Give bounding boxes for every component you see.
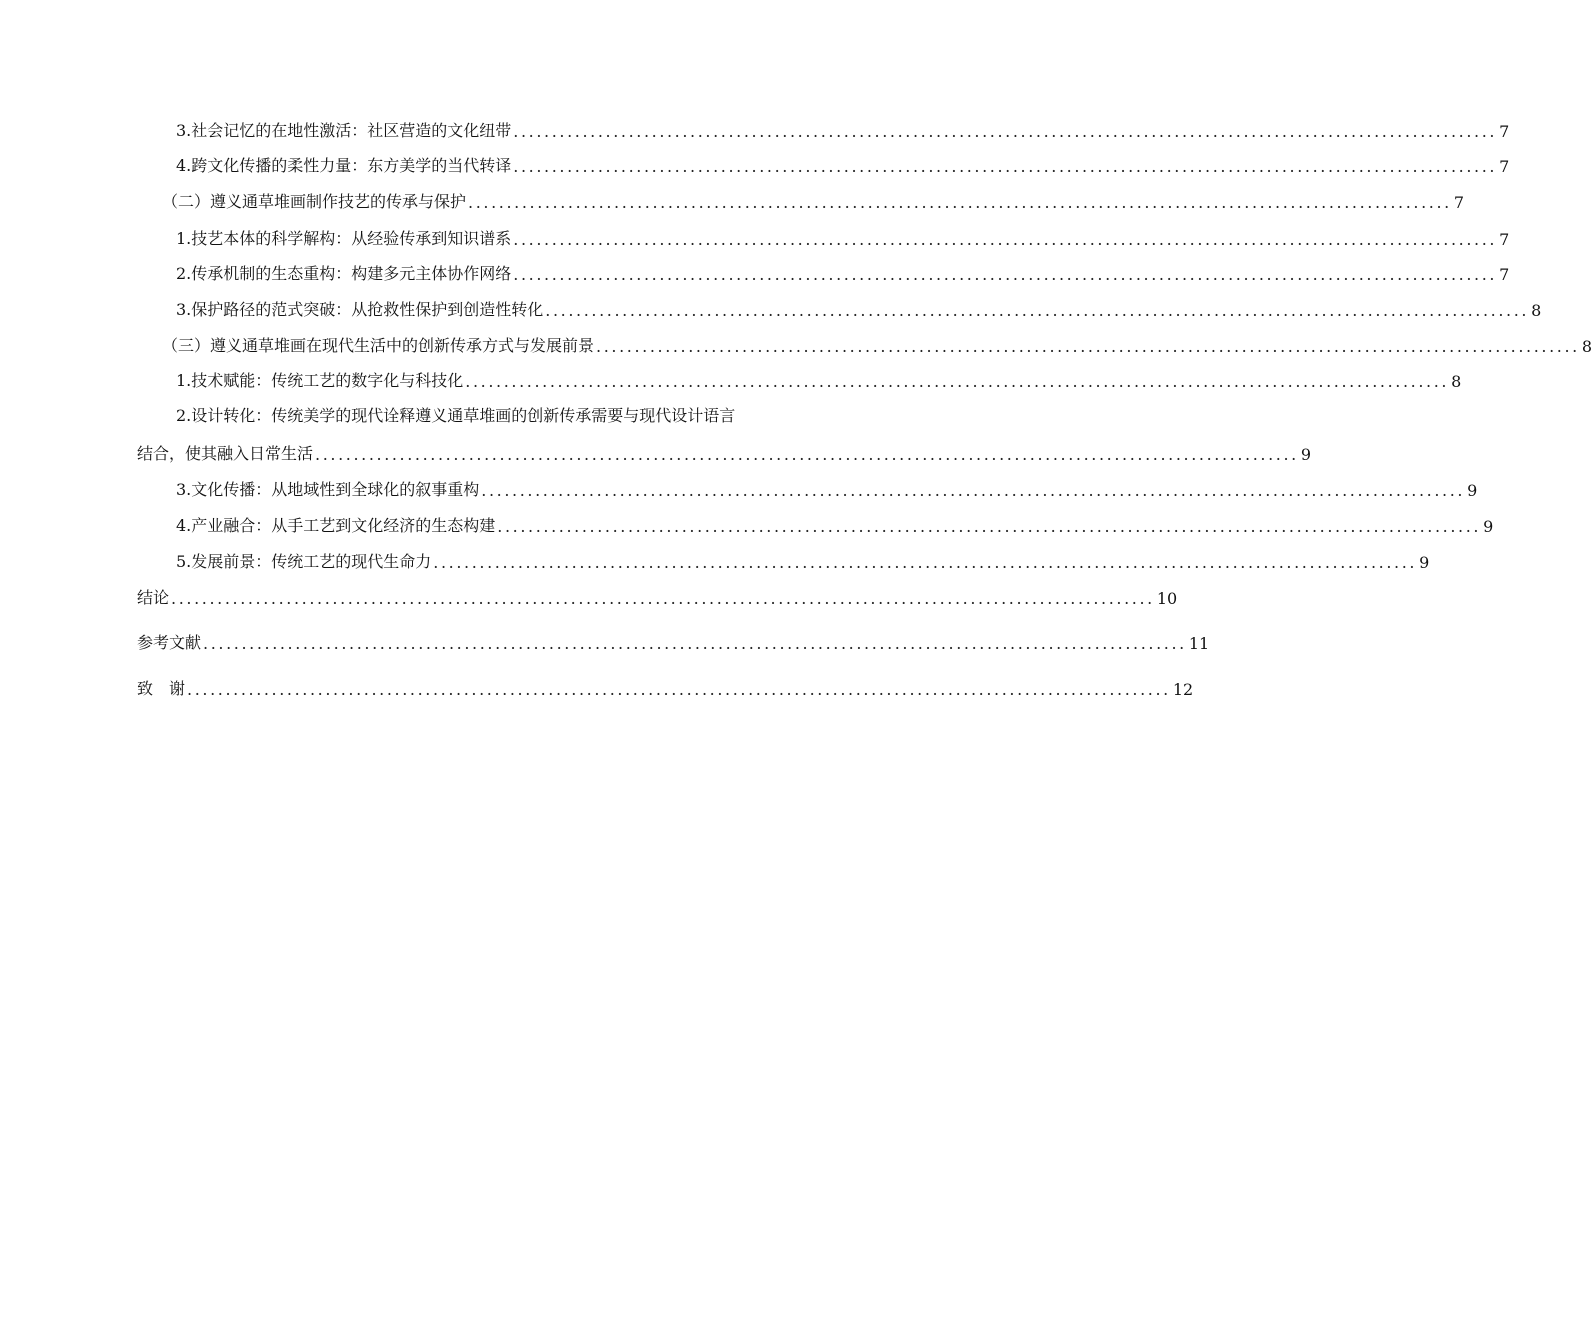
- toc-entry-title: 4.跨文化传播的柔性力量：东方美学的当代转译: [176, 156, 512, 175]
- toc-page-number: 7: [1453, 193, 1465, 212]
- toc-page-number: 9: [1419, 553, 1430, 572]
- toc-dot-leader: ................................................................................................................................: [465, 372, 1450, 391]
- toc-page-number: 8: [1531, 301, 1542, 320]
- toc-dot-leader: ................................................................................................................................: [187, 680, 1171, 699]
- toc-entry[interactable]: [137, 440, 1312, 464]
- toc-dot-leader: ................................................................................................................................: [497, 517, 1482, 536]
- toc-dot-leader: ................................................................................................................................: [596, 337, 1580, 356]
- toc-entry-title: 参考文献: [137, 633, 202, 652]
- toc-entry-title: 2.设计转化：传统美学的现代诠释遵义通草堆画的创新传承需要与现代设计语言: [176, 406, 736, 425]
- toc-entry[interactable]: [176, 260, 1510, 284]
- toc-dot-leader: ................................................................................................................................: [433, 553, 1418, 572]
- toc-entry[interactable]: [176, 548, 1430, 572]
- toc-page-number: 7: [1499, 157, 1510, 176]
- toc-dot-leader: ................................................................................................................................: [545, 301, 1530, 320]
- toc-entry[interactable]: [176, 117, 1510, 141]
- toc-entry[interactable]: [176, 512, 1494, 536]
- toc-dot-leader: ................................................................................................................................: [513, 230, 1498, 249]
- toc-page-number: 7: [1499, 122, 1510, 141]
- toc-entry[interactable]: [176, 225, 1510, 249]
- toc-page-number: 7: [1499, 265, 1510, 284]
- toc-dot-leader: ................................................................................................................................: [513, 265, 1498, 284]
- toc-entry-title: 5.发展前景：传统工艺的现代生命力: [176, 552, 432, 571]
- toc-entry[interactable]: [162, 332, 1592, 356]
- toc-page-number: 9: [1300, 445, 1312, 464]
- toc-entry-title: （二）遵义通草堆画制作技艺的传承与保护: [162, 192, 467, 211]
- toc-entry-title: 致 谢: [137, 679, 186, 698]
- toc-entry[interactable]: [176, 296, 1542, 320]
- toc-page-number: 12: [1172, 680, 1194, 699]
- toc-entry[interactable]: [137, 675, 1194, 699]
- toc-entry-title: 1.技术赋能：传统工艺的数字化与科技化: [176, 371, 464, 390]
- toc-entry-title: 3.社会记忆的在地性激活：社区营造的文化纽带: [176, 121, 512, 140]
- toc-entry-title: 3.保护路径的范式突破：从抢救性保护到创造性转化: [176, 300, 544, 319]
- toc-entry-title: 1.技艺本体的科学解构：从经验传承到知识谱系: [176, 229, 512, 248]
- toc-entry[interactable]: [137, 584, 1178, 608]
- toc-entry[interactable]: [176, 476, 1478, 500]
- toc-entry-title: 3.文化传播：从地域性到全球化的叙事重构: [176, 480, 480, 499]
- toc-entry[interactable]: [176, 152, 1510, 176]
- toc-dot-leader: ................................................................................................................................: [315, 445, 1299, 464]
- toc-entry-title: 2.传承机制的生态重构：构建多元主体协作网络: [176, 264, 512, 283]
- toc-page-number: 9: [1467, 481, 1478, 500]
- toc-dot-leader: ................................................................................................................................: [171, 589, 1155, 608]
- toc-entry-title-continued: 结合，使其融入日常生活: [137, 444, 314, 463]
- toc-page-number: 7: [1499, 230, 1510, 249]
- toc-dot-leader: ................................................................................................................................: [481, 481, 1466, 500]
- toc-entry-title: （三）遵义通草堆画在现代生活中的创新传承方式与发展前景: [162, 336, 595, 355]
- toc-entry-wrapped-first-line[interactable]: [176, 403, 876, 427]
- toc-entry-title: 结论: [137, 588, 170, 607]
- toc-page-number: 9: [1483, 517, 1494, 536]
- toc-dot-leader: ................................................................................................................................: [513, 157, 1498, 176]
- toc-page-number: 8: [1451, 372, 1462, 391]
- toc-dot-leader: ................................................................................................................................: [513, 122, 1498, 141]
- toc-dot-leader: ................................................................................................................................: [468, 193, 1452, 212]
- toc-dot-leader: ................................................................................................................................: [203, 634, 1187, 653]
- toc-page-number: 10: [1156, 589, 1178, 608]
- toc-page-number: 8: [1581, 337, 1592, 356]
- toc-entry[interactable]: [176, 367, 1462, 391]
- toc-entry[interactable]: [162, 188, 1465, 212]
- toc-entry-title: 4.产业融合：从手工艺到文化经济的生态构建: [176, 516, 496, 535]
- toc-page-number: 11: [1188, 634, 1210, 653]
- toc-entry[interactable]: [137, 629, 1210, 653]
